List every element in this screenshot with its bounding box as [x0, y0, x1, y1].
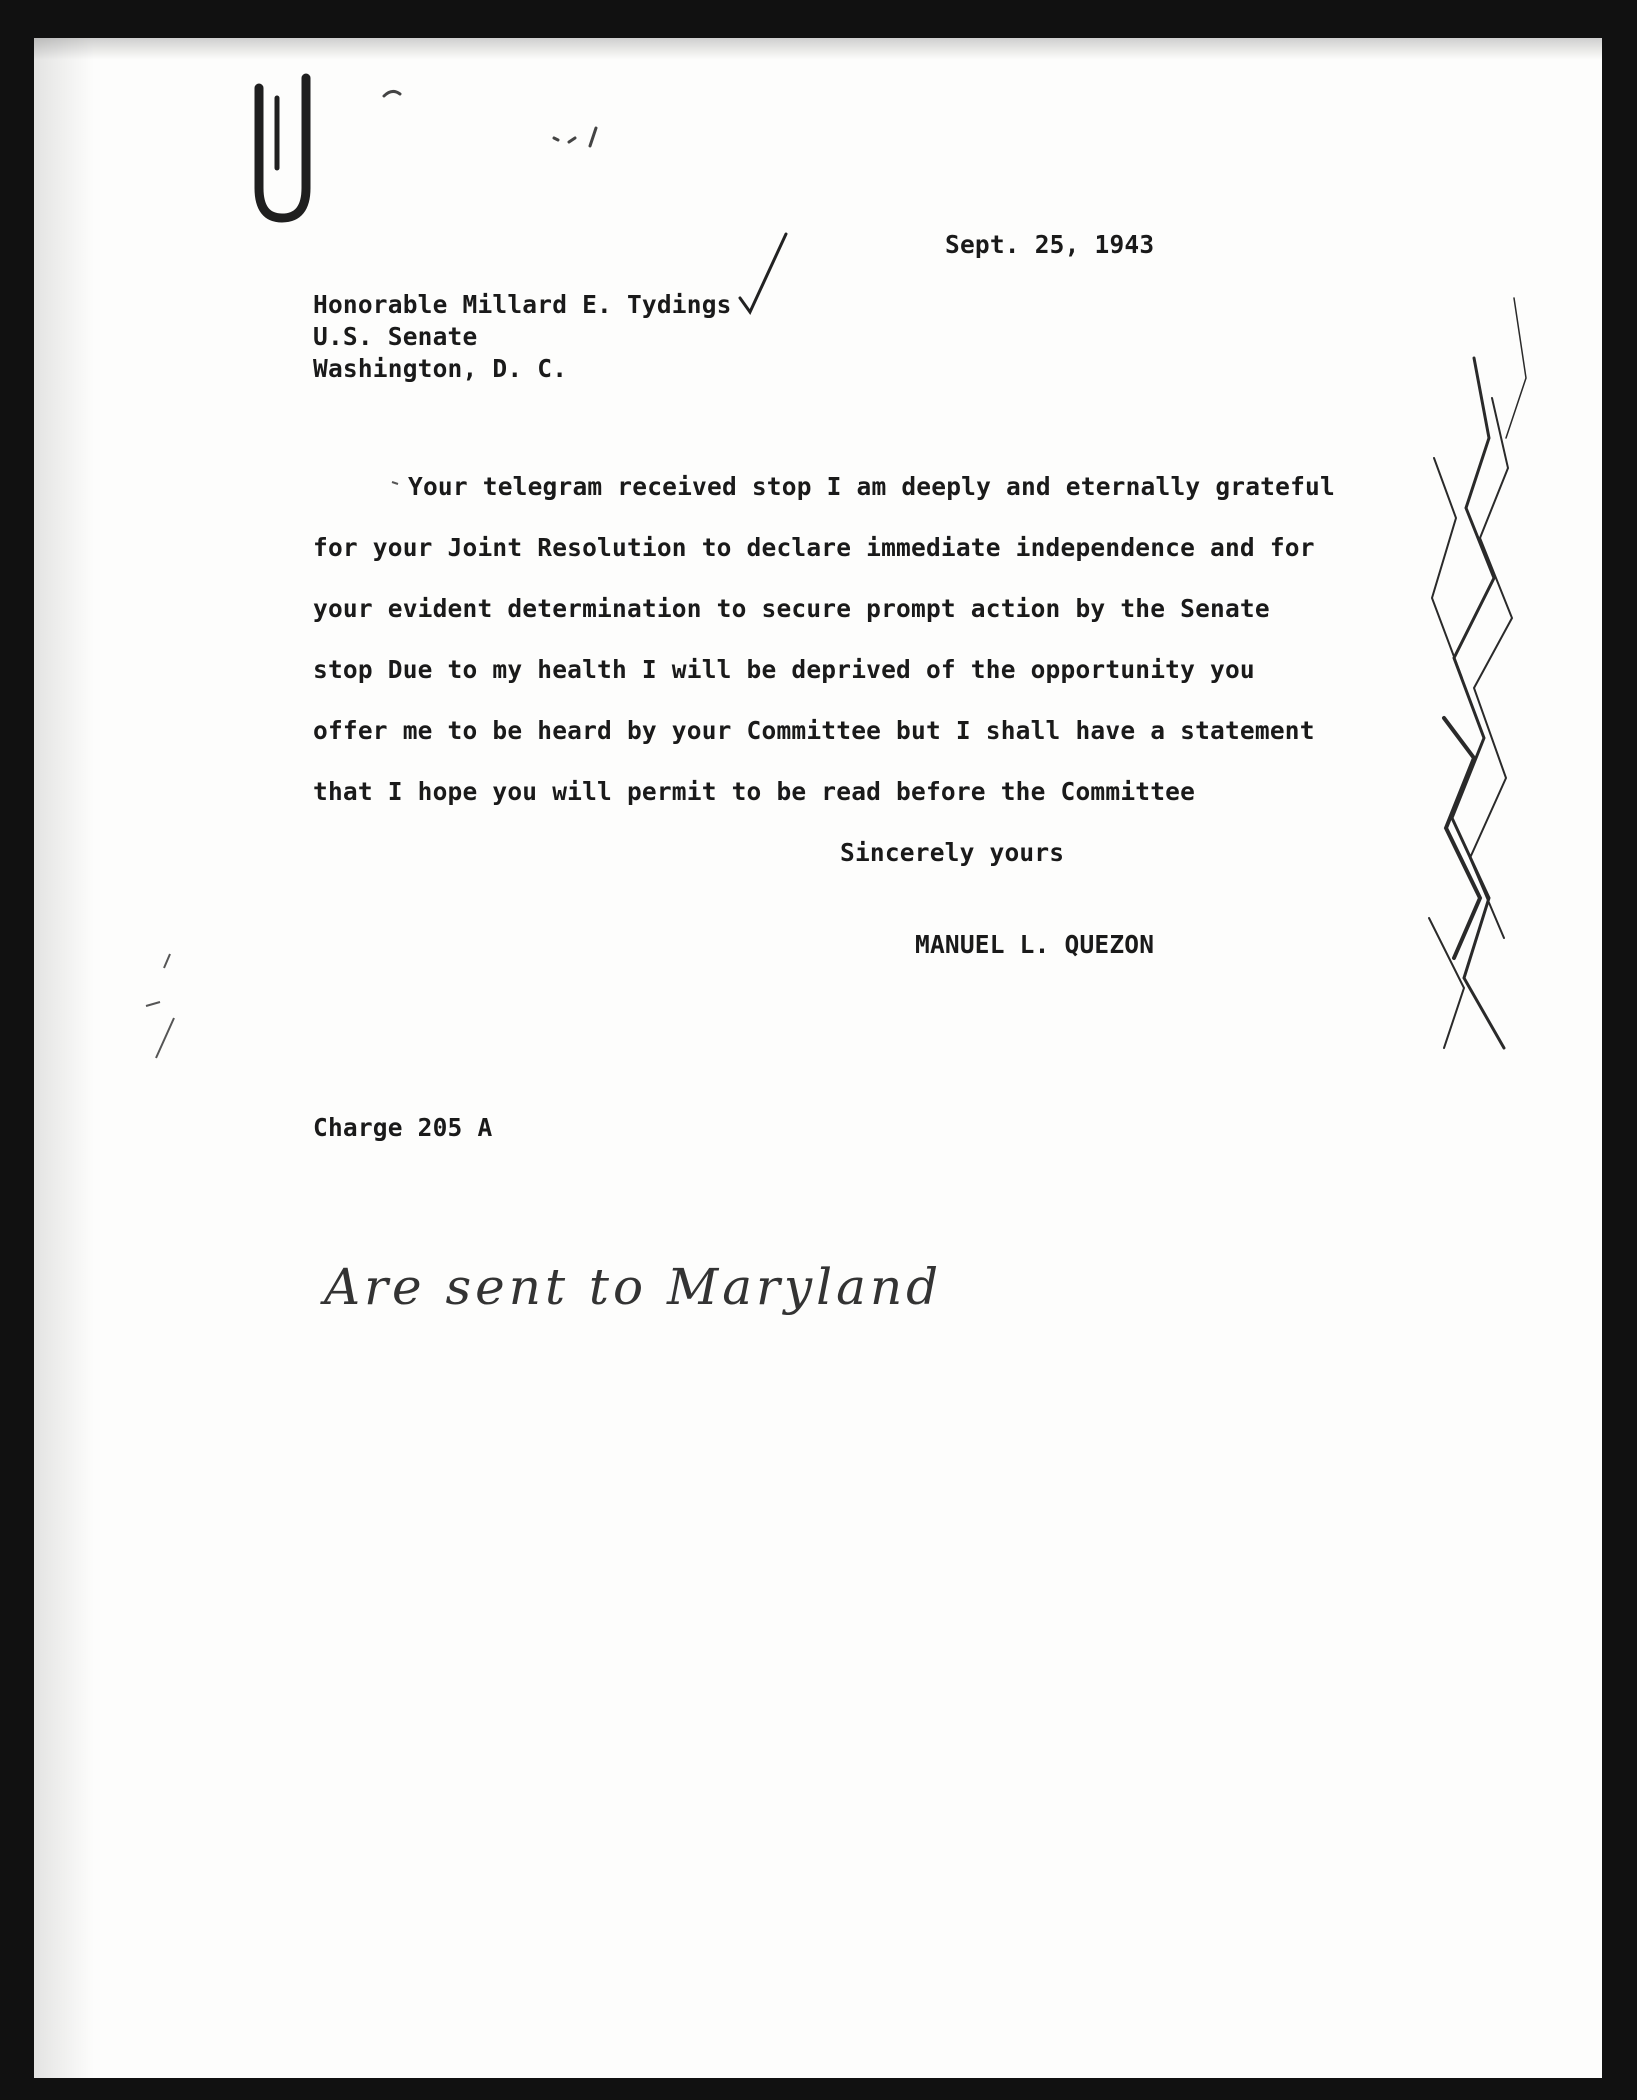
pencil-scribble-icon [384, 91, 596, 146]
stray-mark-icon [392, 482, 398, 484]
handwritten-note: Are sent to Maryland [324, 1258, 943, 1316]
body-line: your evident determination to secure prompt action by the Senate [313, 594, 1270, 623]
checkmark-icon [740, 234, 786, 312]
recipient-city: Washington, D. C. [313, 354, 568, 383]
scan-marks [34, 38, 1602, 2078]
letter-date: Sept. 25, 1943 [945, 230, 1155, 259]
letter-page [34, 38, 1602, 2078]
recipient-office: U.S. Senate [313, 322, 478, 351]
body-line: stop Due to my health I will be deprived of the opportunity you [313, 655, 1255, 684]
charge-note: Charge 205 A [313, 1113, 493, 1142]
margin-tick-icon [146, 954, 174, 1058]
body-line: that I hope you will permit to be read before the Committee [313, 777, 1196, 806]
paper-clip-mark-icon [259, 78, 306, 218]
body-line: offer me to be heard by your Committee but I shall have a statement [313, 716, 1315, 745]
closing: Sincerely yours [840, 838, 1065, 867]
signature: MANUEL L. QUEZON [915, 930, 1155, 959]
body-line: for your Joint Resolution to declare immediate independence and for [313, 533, 1315, 562]
recipient-name: Honorable Millard E. Tydings [313, 290, 732, 319]
torn-edge-mark-icon [1429, 298, 1526, 1048]
body-line: Your telegram received stop I am deeply and eternally grateful [408, 472, 1335, 501]
